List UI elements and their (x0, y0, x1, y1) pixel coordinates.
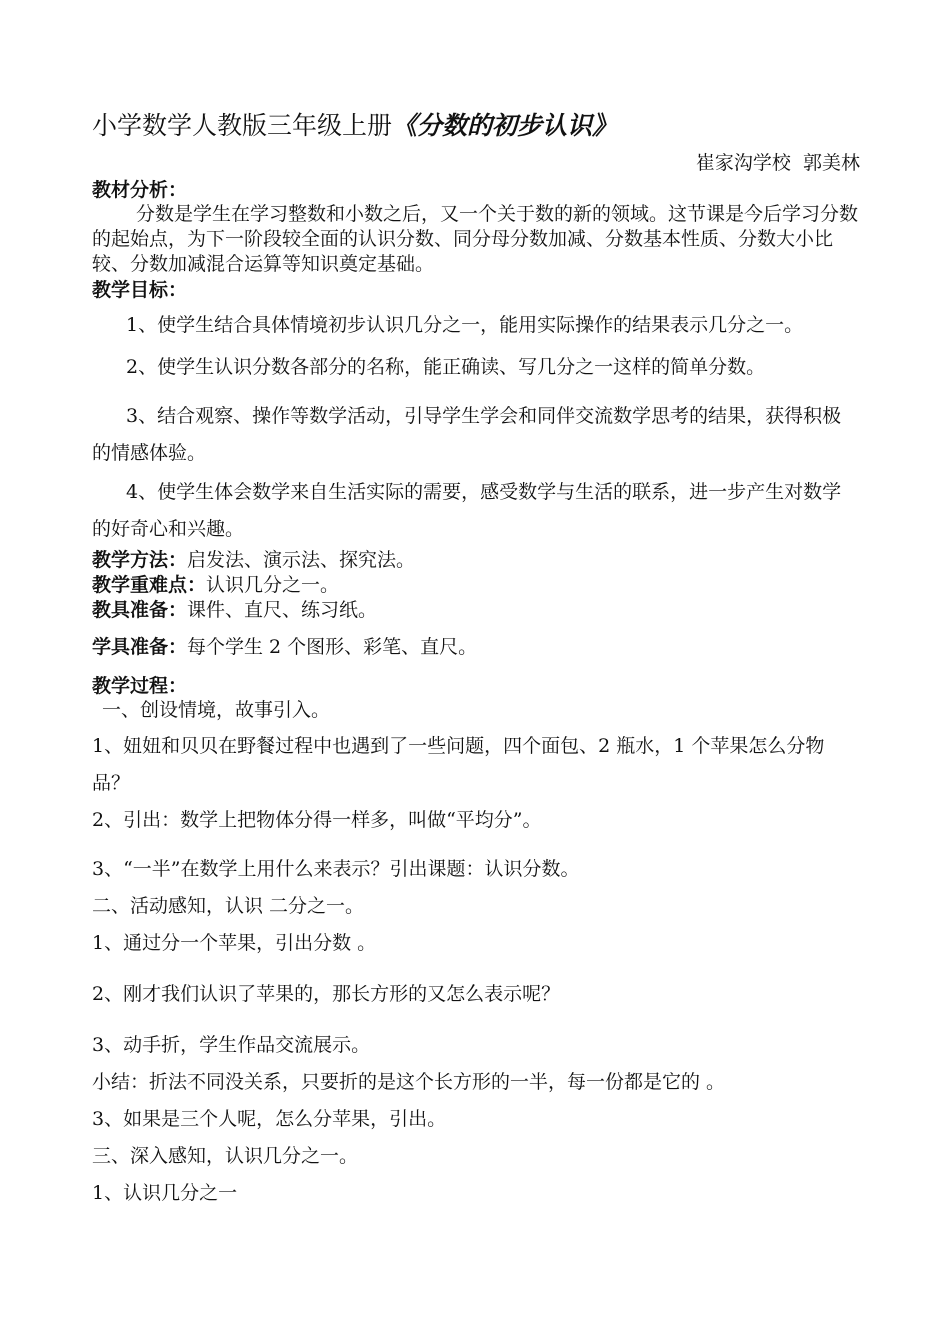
title-plain: 小学数学人教版三年级上册 (92, 111, 393, 140)
teaching-tools-line (92, 598, 860, 623)
student-tools-label: 学具准备： (92, 636, 188, 658)
student-tools-text: 每个学生 2 个图形、彩笔、直尺。 (187, 636, 478, 658)
key-point-label: 教学重难点： (92, 574, 207, 596)
method-label: 教学方法： (92, 549, 188, 571)
goal-item-3: 3、结合观察、操作等数学活动，引导学生学会和同伴交流数学思考的结果，获得积极的情感体验。 (92, 405, 842, 464)
process-item: 2、引出：数学上把物体分得一样多，叫做“平均分”。 (92, 809, 542, 831)
key-point-text: 认识几分之一。 (206, 574, 340, 596)
teaching-tools-text: 课件、直尺、练习纸。 (187, 599, 378, 621)
process-item: 3、“一半”在数学上用什么来表示？引出课题：认识分数。 (92, 858, 580, 880)
title-bold: 《分数的初步认识》 (392, 111, 618, 140)
process-item: 3、动手折，学生作品交流展示。 (92, 1034, 371, 1056)
process-section-3: 三、深入感知，认识几分之一。 (92, 1145, 359, 1167)
teaching-tools-label: 教具准备： (92, 599, 188, 621)
document-title (92, 106, 860, 146)
process-heading: 教学过程： (92, 675, 188, 697)
goal-item-1: 1、使学生结合具体情境初步认识几分之一，能用实际操作的结果表示几分之一。 (126, 314, 804, 336)
process-section-1: 一、创设情境，故事引入。 (102, 699, 331, 721)
process-item: 2、刚才我们认识了苹果的，那长方形的又怎么表示呢？ (92, 983, 561, 1005)
process-item: 1、通过分一个苹果，引出分数 。 (92, 932, 377, 954)
method-line (92, 548, 860, 573)
method-text: 启发法、演示法、探究法。 (187, 549, 416, 571)
document-page (92, 106, 860, 1212)
process-item: 3、如果是三个人呢，怎么分苹果，引出。 (92, 1108, 447, 1130)
process-item: 1、认识几分之一 (92, 1182, 238, 1204)
goals-heading: 教学目标： (92, 279, 188, 301)
analysis-paragraph: 分数是学生在学习整数和小数之后，又一个关于数的新的领域。这节课是今后学习分数的起始点，为下一阶段较全面的认识分数、同分母分数加减、分数基本性质、分数大小比较、分数加减混合运算等知识奠定基础。 (92, 203, 859, 275)
goal-item-2: 2、使学生认识分数各部分的名称，能正确读、写几分之一这样的简单分数。 (126, 356, 766, 378)
goal-item-4: 4、使学生体会数学来自生活实际的需要，感受数学与生活的联系，进一步产生对数学的好奇心和兴趣。 (92, 481, 842, 540)
process-section-2: 二、活动感知，认识 二分之一。 (92, 895, 365, 917)
student-tools-line (92, 635, 860, 660)
analysis-heading: 教材分析： (92, 179, 188, 201)
process-summary: 小结：折法不同没关系，只要折的是这个长方形的一半，每一份都是它的 。 (92, 1071, 726, 1093)
author-line: 崔家沟学校 郭美林 (695, 152, 860, 174)
key-point-line (92, 573, 860, 598)
process-item: 1、妞妞和贝贝在野餐过程中也遇到了一些问题，四个面包、2 瓶水，1 个苹果怎么分物品？ (92, 735, 825, 794)
